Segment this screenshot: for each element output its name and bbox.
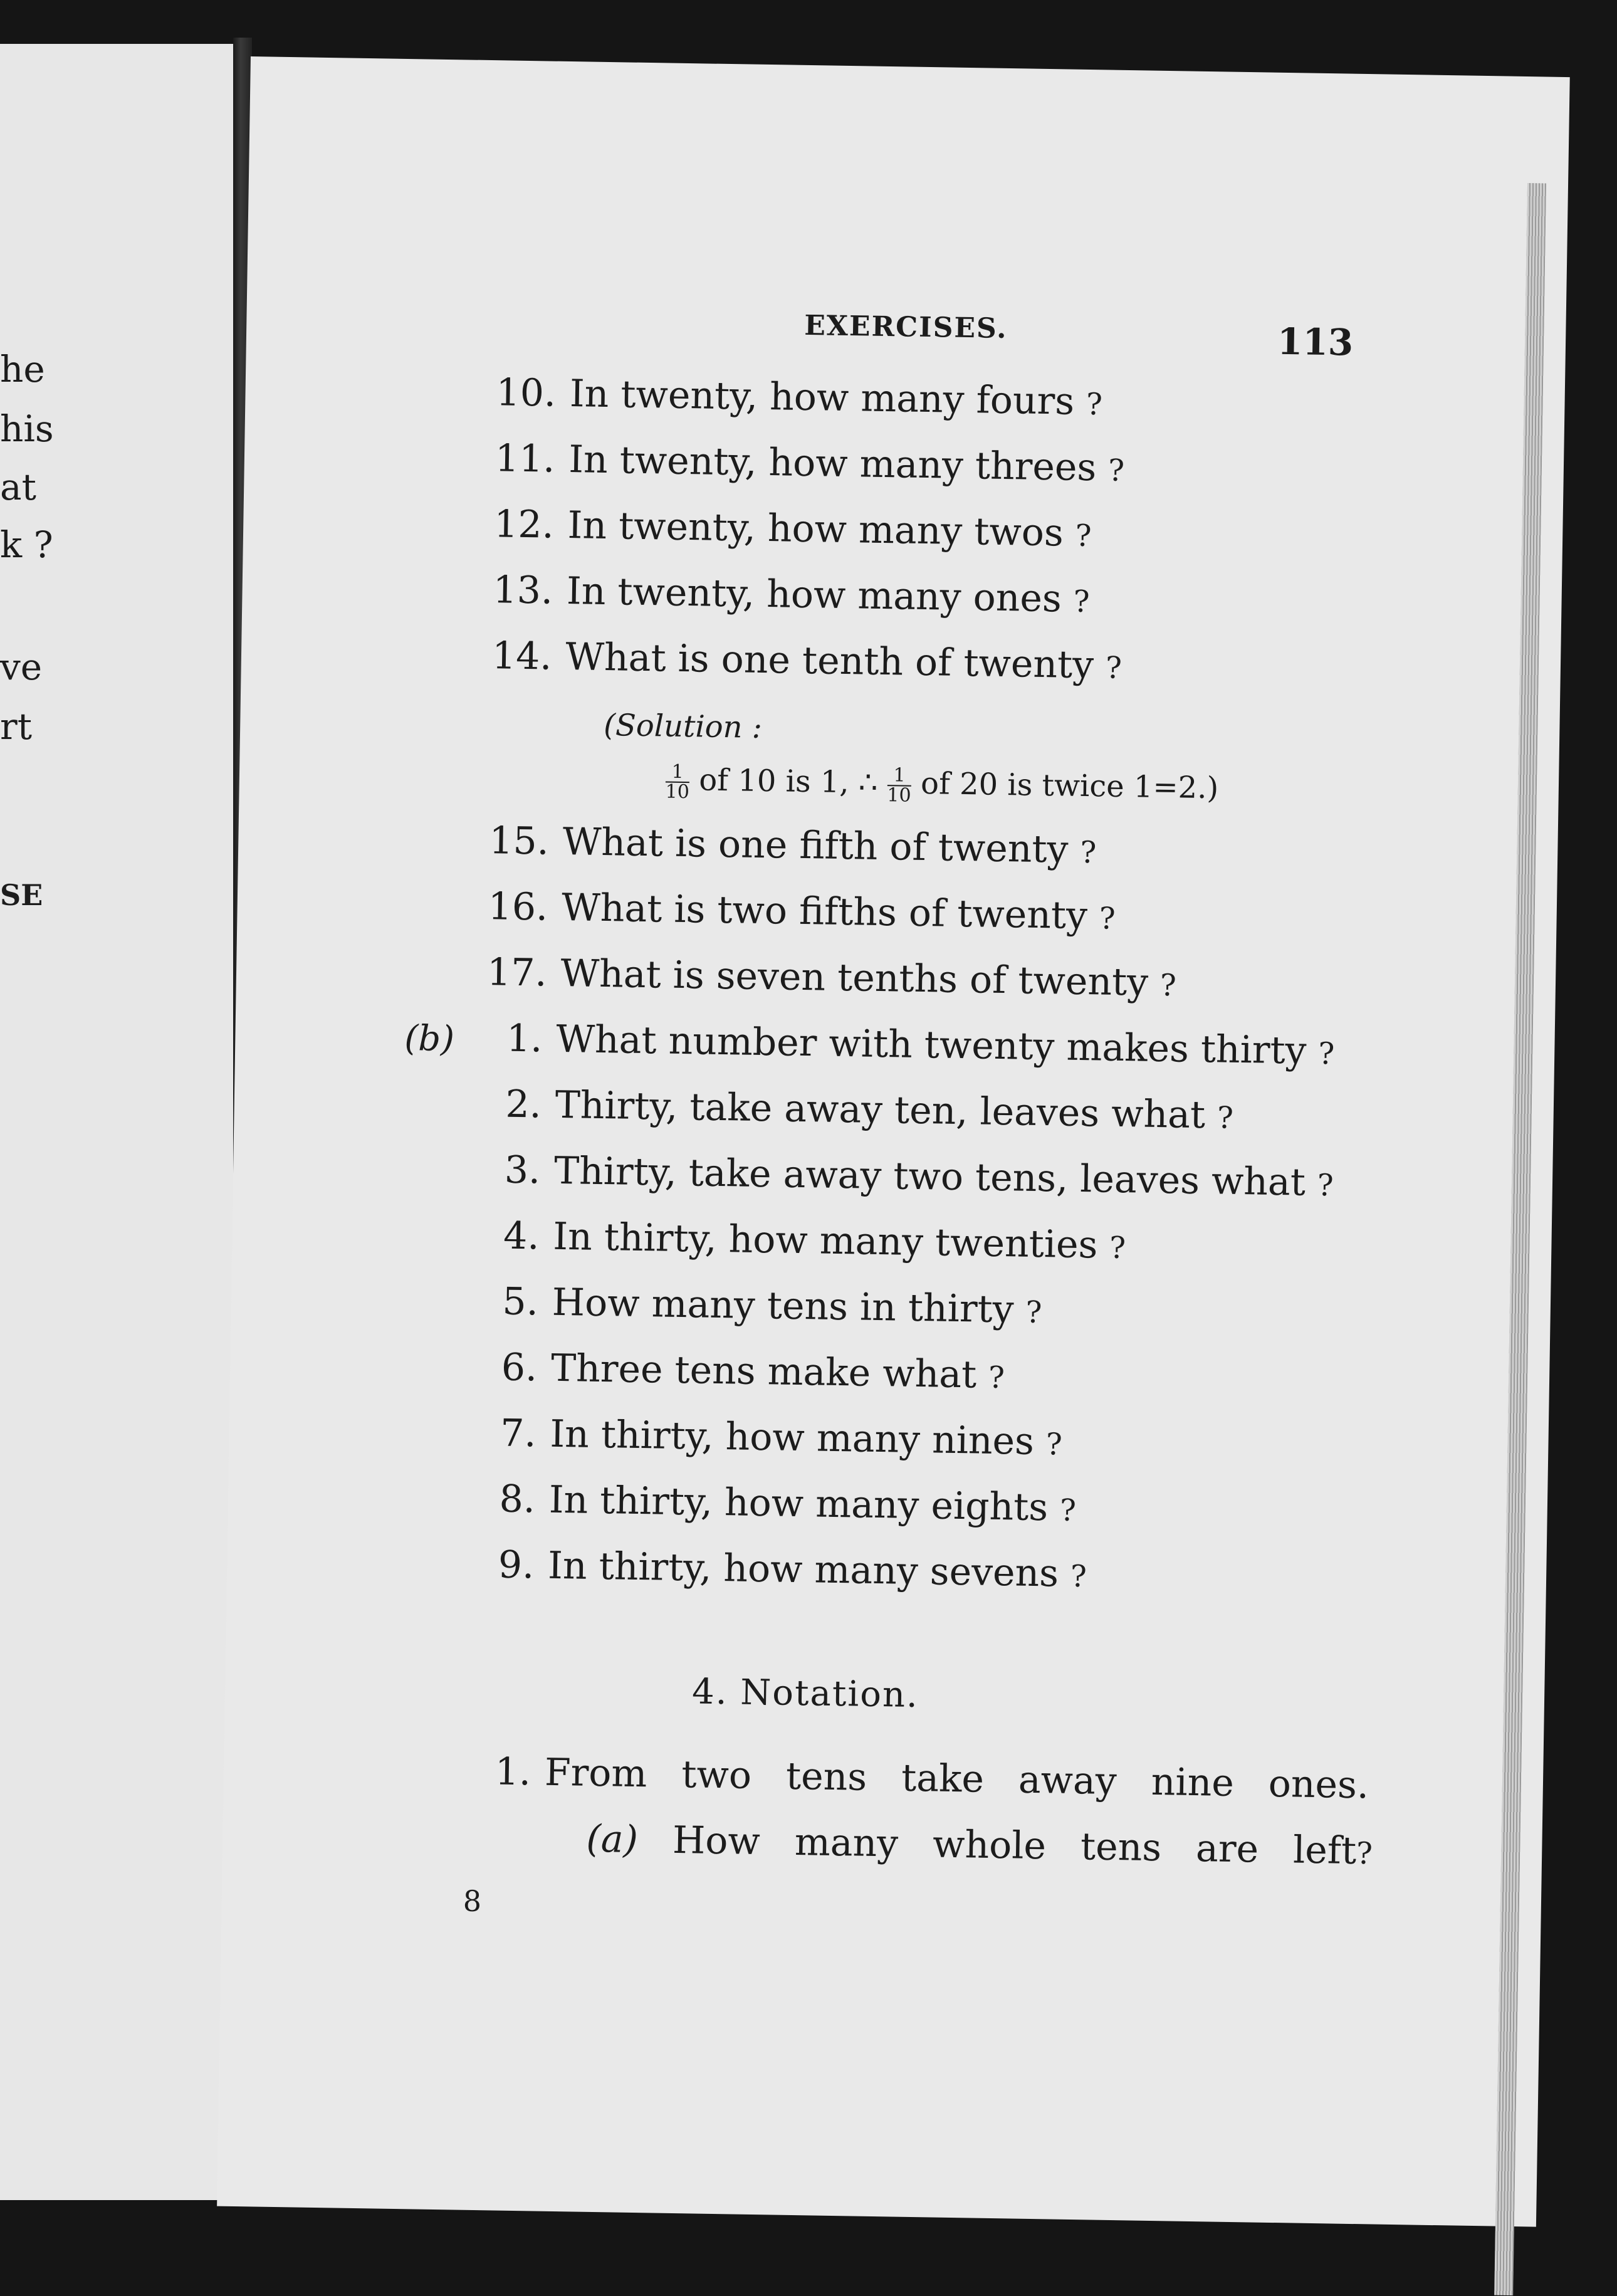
exercise-text: From two tens take away nine ones. bbox=[544, 1750, 1369, 1808]
book-page bbox=[217, 56, 1570, 2227]
fraction-numerator: 1 bbox=[671, 760, 684, 783]
question-mark: ? bbox=[1356, 1836, 1373, 1872]
exercise-text: In thirty, how many sevens bbox=[547, 1543, 1059, 1596]
exercise-line bbox=[486, 950, 1177, 1005]
exercise-number: 10. bbox=[496, 370, 557, 416]
question-mark: ? bbox=[1075, 518, 1092, 554]
exercise-line bbox=[481, 1279, 1042, 1332]
page-number: 113 bbox=[1277, 320, 1354, 364]
exercise-text: In twenty, how many ones bbox=[566, 569, 1062, 621]
question-mark: ? bbox=[1318, 1035, 1335, 1072]
exercise-number: 8. bbox=[499, 1477, 536, 1522]
question-mark: ? bbox=[1086, 387, 1103, 422]
exercise-line bbox=[484, 1148, 1334, 1205]
left-page-fragment: his bbox=[0, 407, 54, 450]
question-mark: ? bbox=[1070, 1558, 1087, 1595]
left-facing-page bbox=[0, 44, 237, 2200]
fraction-numerator: 1 bbox=[893, 763, 906, 787]
exercise-text: In twenty, how many fours bbox=[569, 372, 1075, 424]
question-mark: ? bbox=[1105, 650, 1122, 686]
exercise-line bbox=[493, 502, 1092, 555]
exercise-text: Three tens make what bbox=[550, 1346, 977, 1397]
exercise-number: 1. bbox=[495, 1749, 531, 1795]
notation-exercise-line bbox=[474, 1749, 1369, 1808]
exercise-number: 13. bbox=[493, 568, 553, 613]
question-mark: ? bbox=[1059, 1492, 1077, 1528]
question-mark: ? bbox=[1025, 1294, 1042, 1331]
exercise-number: 9. bbox=[498, 1543, 535, 1588]
exercise-text: What is two fifths of twenty bbox=[561, 885, 1088, 938]
solution-label: (Solution : bbox=[603, 707, 763, 745]
exercise-text: In thirty, how many eights bbox=[548, 1477, 1049, 1530]
exercise-number: 4. bbox=[503, 1214, 540, 1259]
left-page-fragment: at bbox=[0, 466, 36, 508]
question-mark: ? bbox=[1159, 967, 1177, 1004]
exercise-text: What number with twenty makes thirty bbox=[555, 1017, 1307, 1073]
question-mark: ? bbox=[1107, 453, 1125, 488]
signature-mark: 8 bbox=[463, 1884, 482, 1919]
exercise-text: In twenty, how many twos bbox=[567, 503, 1064, 555]
running-head: EXERCISES. bbox=[803, 309, 1008, 345]
exercise-number: 5. bbox=[502, 1279, 539, 1324]
exercise-number: 16. bbox=[488, 884, 548, 930]
left-page-fragment: k ? bbox=[0, 523, 53, 566]
exercise-line bbox=[484, 1082, 1234, 1138]
exercise-text: In thirty, how many twenties bbox=[552, 1214, 1098, 1267]
exercise-text: In twenty, how many threes bbox=[568, 438, 1097, 490]
solution-part-2: of 20 is twice 1=2.) bbox=[920, 765, 1219, 806]
fraction-denominator: 10 bbox=[887, 784, 911, 807]
exercise-text: What is one tenth of twenty bbox=[565, 635, 1094, 688]
exercise-text: How many tens in thirty bbox=[552, 1280, 1015, 1332]
exercise-line bbox=[478, 1543, 1087, 1596]
exercise-text: What is one fifth of twenty bbox=[562, 819, 1069, 872]
fraction-denominator: 10 bbox=[665, 780, 690, 803]
left-page-fragment: ve bbox=[0, 646, 43, 688]
exercise-line bbox=[479, 1411, 1063, 1464]
exercise-number: 17. bbox=[486, 950, 548, 995]
exercise-line bbox=[491, 634, 1122, 688]
exercise-line bbox=[488, 884, 1116, 938]
exercise-number: 1. bbox=[506, 1016, 543, 1061]
solution-body bbox=[665, 762, 1218, 810]
question-mark: ? bbox=[1073, 584, 1090, 620]
section-heading: 4. Notation. bbox=[691, 1671, 919, 1716]
exercise-line bbox=[481, 1345, 1005, 1397]
left-page-fragment: SE bbox=[0, 878, 43, 912]
solution-part-1: of 10 is 1, ∴ bbox=[698, 762, 878, 800]
subitem-text: How many whole tens are left bbox=[672, 1818, 1357, 1874]
exercise-text: Thirty, take away ten, leaves what bbox=[555, 1082, 1206, 1138]
exercise-number: 6. bbox=[501, 1345, 538, 1390]
question-mark: ? bbox=[1109, 1230, 1126, 1266]
exercise-line bbox=[496, 370, 1103, 424]
exercise-number: 2. bbox=[505, 1082, 542, 1127]
left-page-fragment: rt bbox=[0, 705, 33, 748]
exercise-text: In thirty, how many nines bbox=[549, 1412, 1035, 1464]
exercise-number: 14. bbox=[491, 634, 552, 679]
question-mark: ? bbox=[1099, 901, 1116, 936]
exercise-number: 7. bbox=[500, 1411, 537, 1456]
exercise-line bbox=[478, 1477, 1077, 1530]
exercise-line bbox=[483, 1214, 1126, 1267]
question-mark: ? bbox=[988, 1360, 1005, 1396]
fraction-one-tenth bbox=[665, 762, 689, 802]
exercise-number: 11. bbox=[495, 436, 555, 481]
exercise-number: 12. bbox=[493, 502, 555, 547]
question-mark: ? bbox=[1080, 834, 1097, 871]
exercise-line bbox=[495, 436, 1125, 490]
subitem-marker: (a) bbox=[585, 1816, 639, 1862]
exercise-line bbox=[488, 819, 1097, 872]
left-page-fragment: he bbox=[0, 348, 45, 391]
notation-subitem-line bbox=[585, 1816, 1373, 1874]
exercise-number: 3. bbox=[504, 1148, 541, 1193]
exercise-number: 15. bbox=[488, 819, 550, 864]
question-mark: ? bbox=[1045, 1427, 1063, 1462]
section-b-marker: (b) bbox=[404, 1018, 455, 1060]
exercise-line bbox=[486, 1016, 1335, 1073]
page-edges bbox=[1494, 183, 1546, 2295]
exercise-text: Thirty, take away two tens, leaves what bbox=[553, 1148, 1306, 1205]
question-mark: ? bbox=[1217, 1100, 1234, 1136]
fraction-one-tenth bbox=[887, 763, 911, 807]
question-mark: ? bbox=[1317, 1167, 1334, 1203]
exercise-text: What is seven tenths of twenty bbox=[560, 951, 1149, 1005]
exercise-line bbox=[493, 568, 1090, 621]
